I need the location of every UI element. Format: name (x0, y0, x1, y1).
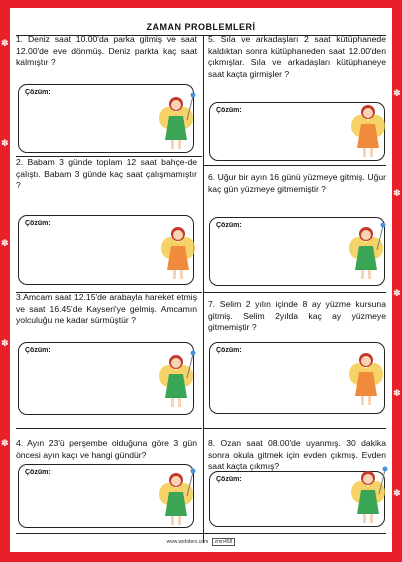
worksheet (10, 8, 392, 552)
question-6: 6. Uğur bir ayın 16 günü yüzmeye gitmiş. Uğur kaç gün yüzmeye gitmemiştir ? (208, 172, 386, 194)
answer-label: Çözüm: (25, 89, 51, 96)
flower-icon: ✽ (1, 139, 9, 149)
flower-icon: ✽ (1, 439, 9, 449)
row-divider (204, 428, 386, 429)
footer-badge: zmn458 (212, 538, 236, 546)
fairy-illustration (348, 98, 388, 160)
flower-icon: ✽ (1, 39, 9, 49)
question-7: 7. Selim 2 yılın içinde 8 ay yüzme kursuna gitmiş. Selim 2yılda kaç ay yüzmeye gitmemiştir ? (208, 299, 386, 333)
fairy-illustration (346, 346, 386, 408)
question-5: 5. Sıla ve arkadaşları 2 saat kütüphanede kaldıktan sonra kütüphaneden saat 12.00'den çıkmışlar. Sıla ve arkadaşları kütüphaneye saat kaçta girmişler ? (208, 34, 386, 79)
fairy-illustration (348, 464, 388, 526)
flower-icon: ✽ (393, 489, 401, 499)
answer-label: Çözüm: (216, 476, 242, 483)
flower-icon: ✽ (1, 339, 9, 349)
row-divider (204, 165, 386, 166)
fairy-illustration (156, 348, 196, 410)
answer-label: Çözüm: (25, 220, 51, 227)
answer-label: Çözüm: (216, 107, 242, 114)
answer-label: Çözüm: (216, 222, 242, 229)
page-title-text: ZAMAN PROBLEMLERİ (146, 22, 256, 32)
footer (10, 538, 392, 546)
fairy-illustration (346, 220, 386, 282)
fairy-illustration (156, 90, 196, 152)
row-divider (204, 292, 386, 293)
flower-icon: ✽ (393, 389, 401, 399)
question-2: 2. Babam 3 günde toplam 12 saat bahçe-de çalıştı. Babam 3 günde kaç saat çalışmamıştır ? (16, 157, 197, 191)
question-3: 3.Amcam saat 12.15'de arabayla hareket etmiş ve saat 16.45'de Kayseri'ye gelmiş. Amcamın yolculuğu ne kadar sürmüştür ? (16, 292, 197, 326)
flower-icon: ✽ (1, 239, 9, 249)
question-8: 8. Ozan saat 08.00'de uyanmış. 30 dakika sonra okula gitmek için evden çıkmış. Evden saat kaçta çıkmış? (208, 438, 386, 472)
answer-label: Çözüm: (216, 347, 242, 354)
page-title (10, 22, 392, 32)
flower-icon: ✽ (393, 289, 401, 299)
footer-site[interactable]: www.webders.com (166, 539, 209, 545)
answer-label: Çözüm: (25, 347, 51, 354)
answer-label: Çözüm: (25, 469, 51, 476)
question-4: 4. Ayın 23'ü perşembe olduğuna göre 3 gün öncesi ayın kaçı ve hangi gündür? (16, 438, 197, 460)
row-divider (16, 428, 202, 429)
flower-icon: ✽ (393, 89, 401, 99)
bottom-divider (16, 533, 386, 534)
fairy-illustration (156, 466, 196, 528)
question-1: 1. Deniz saat 10.00'da parka gitmiş ve saat 12.00'de eve dönmüş. Deniz parkta kaç saat kalmıştır ? (16, 34, 197, 68)
column-divider (203, 35, 204, 543)
flower-icon: ✽ (393, 189, 401, 199)
fairy-illustration (158, 220, 198, 282)
